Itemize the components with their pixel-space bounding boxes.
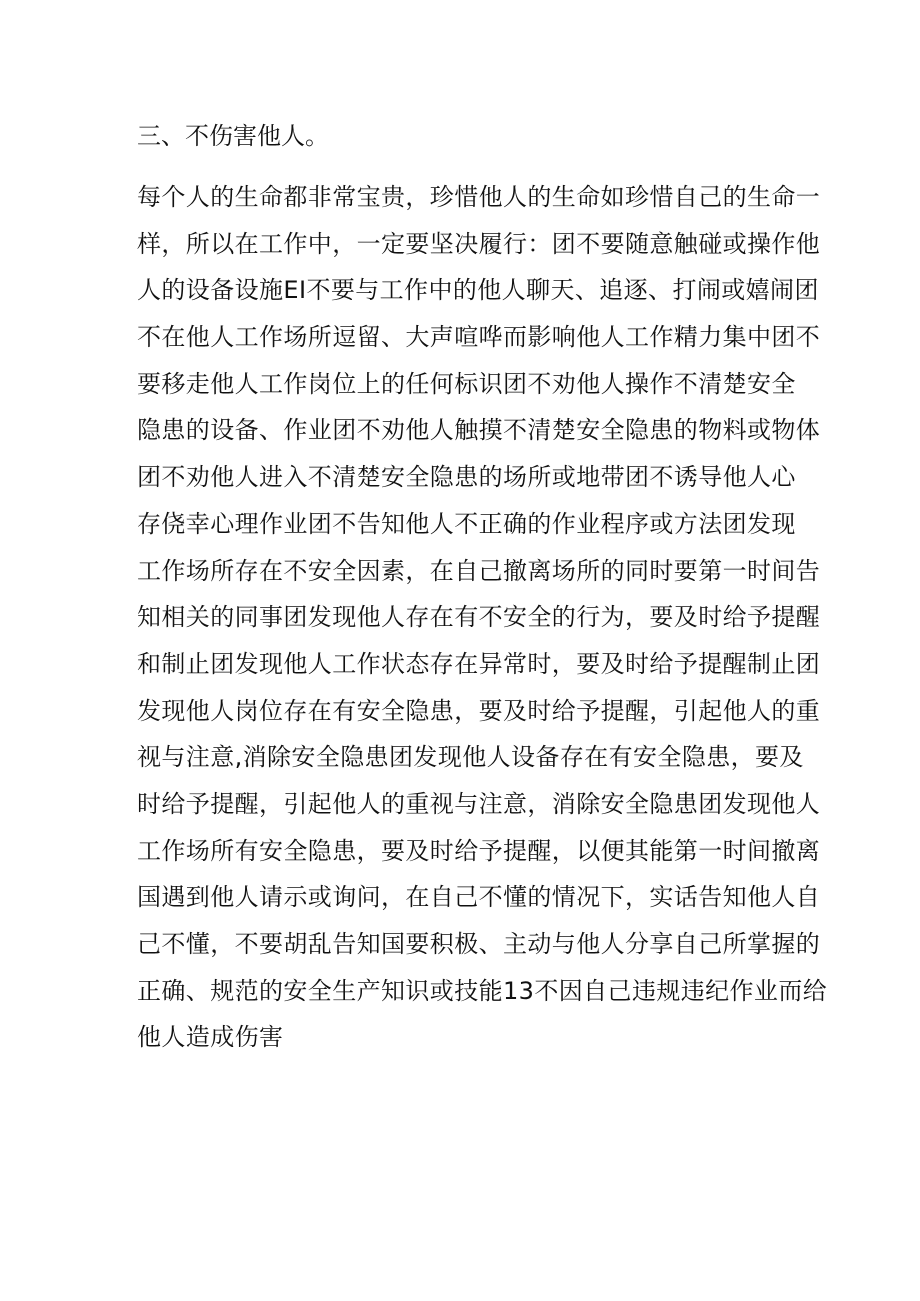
text-line: 他人造成伤害 xyxy=(137,1023,284,1052)
text-line: 要移走他人工作岗位上的任何标识团不劝他人操作不清楚安全 xyxy=(137,369,796,398)
text-line: 时给予提醒，引起他人的重视与注意，消除安全隐患团发现他人 xyxy=(137,789,821,818)
text-line: 隐患的设备、作业团不劝他人触摸不清楚安全隐患的物料或物体 xyxy=(137,416,821,445)
text-line: 视与注意,消除安全隐患团发现他人设备存在有安全隐患，要及 xyxy=(137,743,804,772)
text-line: 工作场所有安全隐患，要及时给予提醒，以便其能第一时间撤离 xyxy=(137,836,821,865)
text-line: 工作场所存在不安全因素，在自己撤离场所的同时要第一时间告 xyxy=(137,556,821,585)
body-paragraph xyxy=(137,174,828,1061)
text-line: 不在他人工作场所逗留、大声喧哗而影响他人工作精力集中团不 xyxy=(137,323,821,352)
text-line: 每个人的生命都非常宝贵，珍惜他人的生命如珍惜自己的生命一 xyxy=(137,183,821,211)
text-line: 国遇到他人请示或询问，在自己不懂的情况下，实话告知他人自 xyxy=(137,883,821,912)
section-heading: 三、不伤害他人。 xyxy=(137,122,329,150)
text-line: 正确、规范的安全生产知识或技能13不因自己违规违纪作业而给 xyxy=(137,976,828,1005)
text-line: 发现他人岗位存在有安全隐患，要及时给予提醒，引起他人的重 xyxy=(137,696,821,725)
text-line: 己不懂，不要胡乱告知国要积极、主动与他人分享自己所掌握的 xyxy=(137,930,821,958)
text-line: 和制止团发现他人工作状态存在异常时，要及时给予提醒制止团 xyxy=(137,649,821,678)
text-line: 样，所以在工作中，一定要坚决履行：团不要随意触碰或操作他 xyxy=(137,229,821,258)
text-line: 知相关的同事团发现他人存在有不安全的行为，要及时给予提醒 xyxy=(137,603,821,632)
text-line: 人的设备设施EI不要与工作中的他人聊天、追逐、打闹或嬉闹团 xyxy=(137,276,819,305)
text-line: 存侥幸心理作业团不告知他人不正确的作业程序或方法团发现 xyxy=(137,509,796,538)
text-line: 团不劝他人进入不清楚安全隐患的场所或地带团不诱导他人心 xyxy=(137,463,796,492)
